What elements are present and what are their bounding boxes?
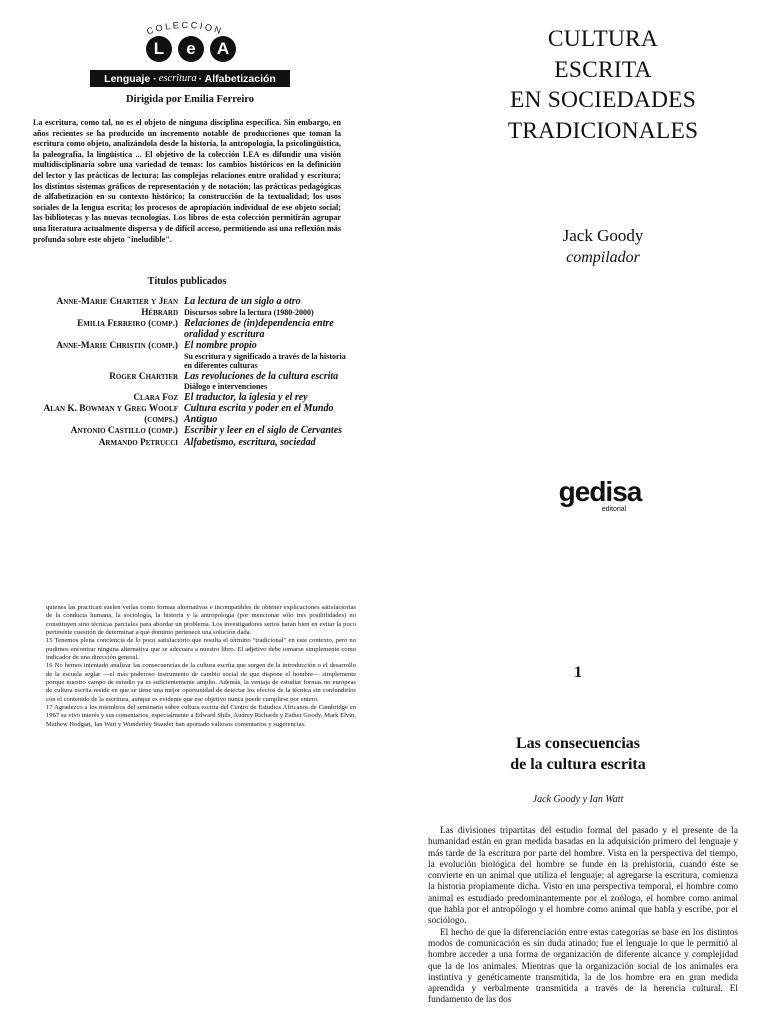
series-logo-letter-a: A bbox=[210, 36, 236, 62]
footnote-paragraph: 17 Agradezco a los miembros del seminario sobre cultura escrita del Centro de Estudios Africanos de Cambridge en 1967 su vivo interés y sus comentarios, especialmente a Edward Shils, Audrey Richards y Esther Goody. Mark Elvin, Mathew Hodgart, Ian Watt y Wunderley Stauder han aportado valiosos comentarios y sugerencias. bbox=[46, 704, 356, 728]
chapter-authors: Jack Goody y Ian Watt bbox=[532, 794, 624, 805]
title-subtitle: Diálogo e intervenciones bbox=[184, 382, 268, 391]
chapter-body bbox=[428, 826, 738, 1007]
title-author: Clara Foz bbox=[133, 392, 178, 403]
series-description: La escritura, como tal, no es el objeto de ninguna disciplina específica. Sin embargo, en años recientes se ha producido un incremento notable de producciones que toman la escritura como objeto, analizándola desde la historia, la antropología, la psicolingüística, la paleografía, la lingüística ... El objetivo de la colección LEA es difundir una visión multidisciplinaria sobre una variedad de temas: los cambios históricos en la definición del lector y las prácticas de lectura; las complejas relaciones entre oralidad y escritura; los distintos sistemas gráficos de representación y de notación; las prácticas pedagógicas de alfabetización en su contexto histórico; la construcción de la textualidad; los usos sociales de la lengua escrita; los procesos de apropiación individual de ese objeto social; las bibliotecas y las nuevas tecnologías. Los libros de esta colección permitirán agrupar una literatura actualmente dispersa y de difícil acceso, permitiendo así una reflexión más profunda sobre este objeto "ineludible". bbox=[33, 118, 341, 244]
title-entry bbox=[33, 319, 353, 340]
title-subtitle: Su escritura y significado a través de la historia en diferentes culturas bbox=[184, 351, 346, 370]
book-editor-role: compilador bbox=[566, 249, 640, 266]
title-author: Emilia Ferreiro (comp.) bbox=[77, 319, 178, 329]
series-subtitle-part2: escritura bbox=[158, 73, 197, 84]
series-subtitle-part3: · Alfabetización bbox=[198, 72, 276, 85]
chapter-number: 1 bbox=[574, 664, 582, 681]
title-name: La lectura de un siglo a otro bbox=[184, 296, 301, 307]
title-name: Cultura escrita y poder en el Mundo Antiguo bbox=[184, 403, 334, 425]
series-coleccion-label: COLECCION bbox=[145, 20, 225, 37]
title-entry bbox=[33, 438, 353, 449]
footnotes bbox=[46, 604, 356, 729]
body-paragraph: Las divisiones tripartitas del estudio formal del pasado y el presente de la humanidad están en gran medida basadas en la adquisición primero del lenguaje y más tarde de la escritura por parte del hombre. Vista en la perspectiva del tiempo, la evolución biológica del hombre se funde en la prehistoria, cuando éste se convierte en un animal que utiliza el lenguaje; al agregarse la escritura, comienza la historia propiamente dicha. Visto en una perspectiva temporal, el hombre como animal es estudiado predominantemente por el zoólogo, el hombre como animal que habla por el antropólogo y el hombre como animal que habla y escribe, por el sociólogo. bbox=[428, 826, 738, 927]
svg-text:COLECCION bbox=[145, 20, 224, 36]
chapter-title bbox=[428, 733, 728, 775]
body-paragraph: El hecho de que la diferenciación entre estas categorías se base en los distintos modos de comunicación es sin duda atinado; fue el lenguaje lo que le permitió al hombre acceder a una forma de organización de diferente alcance y complejidad que la de los animales. Mientras que la organización social de los animales era instintiva y genéticamente transmitida, la de los hombre era en gran medida aprendida y verbalmente transmitida a través de la herencia cultural. El fundamento de las dos bbox=[428, 927, 738, 1006]
series-subtitle-bar bbox=[90, 70, 290, 87]
title-author: Anne-Marie Chartier y Jean Hébrard bbox=[56, 297, 178, 318]
footnote-paragraph: quienes las practican suelen verlas como formas alternativas e incompatibles de obtener explicaciones satisfactorias de la conducta humana, la sociología, la historia y la antropología (por mencionar sólo tres posibilidades) no constituyen sino técnicas parciales para abordar un problema. Los investigadores serios harán bien en evitar la poco pertinente cuestión de determinar a qué dominio pertenece una solución dada. bbox=[46, 604, 356, 637]
book-editor-name: Jack Goody bbox=[562, 226, 644, 245]
title-name: Escribir y leer en el siglo de Cervantes bbox=[184, 425, 343, 436]
title-name: Relaciones de (in)dependencia entre oralidad y escritura bbox=[184, 318, 334, 340]
title-name: El traductor, la iglesia y el rey bbox=[184, 391, 308, 403]
title-author: Alan K. Bowman y Greg Woolf (comps.) bbox=[43, 404, 178, 425]
title-entry bbox=[33, 393, 353, 404]
book-title-line: CULTURA bbox=[547, 26, 659, 52]
title-entry bbox=[33, 372, 353, 392]
title-entry bbox=[33, 297, 353, 318]
title-entry bbox=[33, 341, 353, 371]
published-titles-list bbox=[33, 297, 353, 449]
title-entry bbox=[33, 426, 353, 437]
title-name: El nombre propio bbox=[184, 340, 257, 351]
title-entry bbox=[33, 404, 353, 425]
chapter-title-line: de la cultura escrita bbox=[510, 756, 646, 773]
series-logo-letter-e: e bbox=[178, 36, 204, 62]
chapter-title-line: Las consecuencias bbox=[516, 735, 640, 752]
publisher-logo bbox=[540, 478, 660, 514]
series-logo bbox=[146, 36, 236, 62]
book-title-line: EN SOCIEDADES bbox=[509, 87, 697, 113]
series-director: Dirigida por Emilia Ferreiro bbox=[125, 94, 255, 105]
series-subtitle-part1: Lenguaje · bbox=[104, 72, 157, 85]
title-author: Armando Petrucci bbox=[98, 437, 178, 448]
title-author: Antonio Castillo (comp.) bbox=[70, 426, 178, 436]
title-name: Las revoluciones de la cultura escrita bbox=[184, 370, 339, 382]
book-title-line: ESCRITA bbox=[554, 56, 652, 83]
title-author: Anne-Marie Christin (comp.) bbox=[56, 341, 178, 351]
series-logo-letter-l: L bbox=[146, 36, 172, 62]
published-titles-heading: Títulos publicados bbox=[147, 276, 227, 287]
publisher-name: gedisa bbox=[558, 476, 642, 507]
book-title-line: TRADICIONALES bbox=[507, 117, 699, 144]
title-name: Alfabetismo, escritura, sociedad bbox=[184, 436, 316, 448]
title-author: Roger Chartier bbox=[109, 371, 178, 382]
book-title bbox=[458, 24, 748, 146]
footnote-paragraph: 16 No hemos intentado analizar las consecuencias de la cultura escrita que surgen de la introducción o el desarrollo de la escuela seglar —el más poderoso instrumento de cambio social de que dispone el hombre— simplemente porque nuestro campo de estudio ya es suficientemente amplio. Además, la ventaja de estudiar formas no europeas de cultura escrita reside en que se tiene una mejor oportunidad de detectar los efectos de la técnica sin confundirlos con el contenido de la escritura, aunque es evidente que ese objetivo nunca puede cumplirse por entero. bbox=[46, 662, 356, 703]
publisher-subtitle: editorial bbox=[601, 506, 627, 513]
title-subtitle: Discursos sobre la lectura (1980-2000) bbox=[184, 307, 314, 317]
footnote-paragraph: 15 Tenemos plena conciencia de lo poco satisfactorio que resulta el término "tradicional" en este contexto, pero no pudimos encontrar ninguna alternativa que se adecuara a nuestro libro. El adjetivo debe tomarse simplemente como indicador de una dirección general. bbox=[46, 637, 356, 662]
